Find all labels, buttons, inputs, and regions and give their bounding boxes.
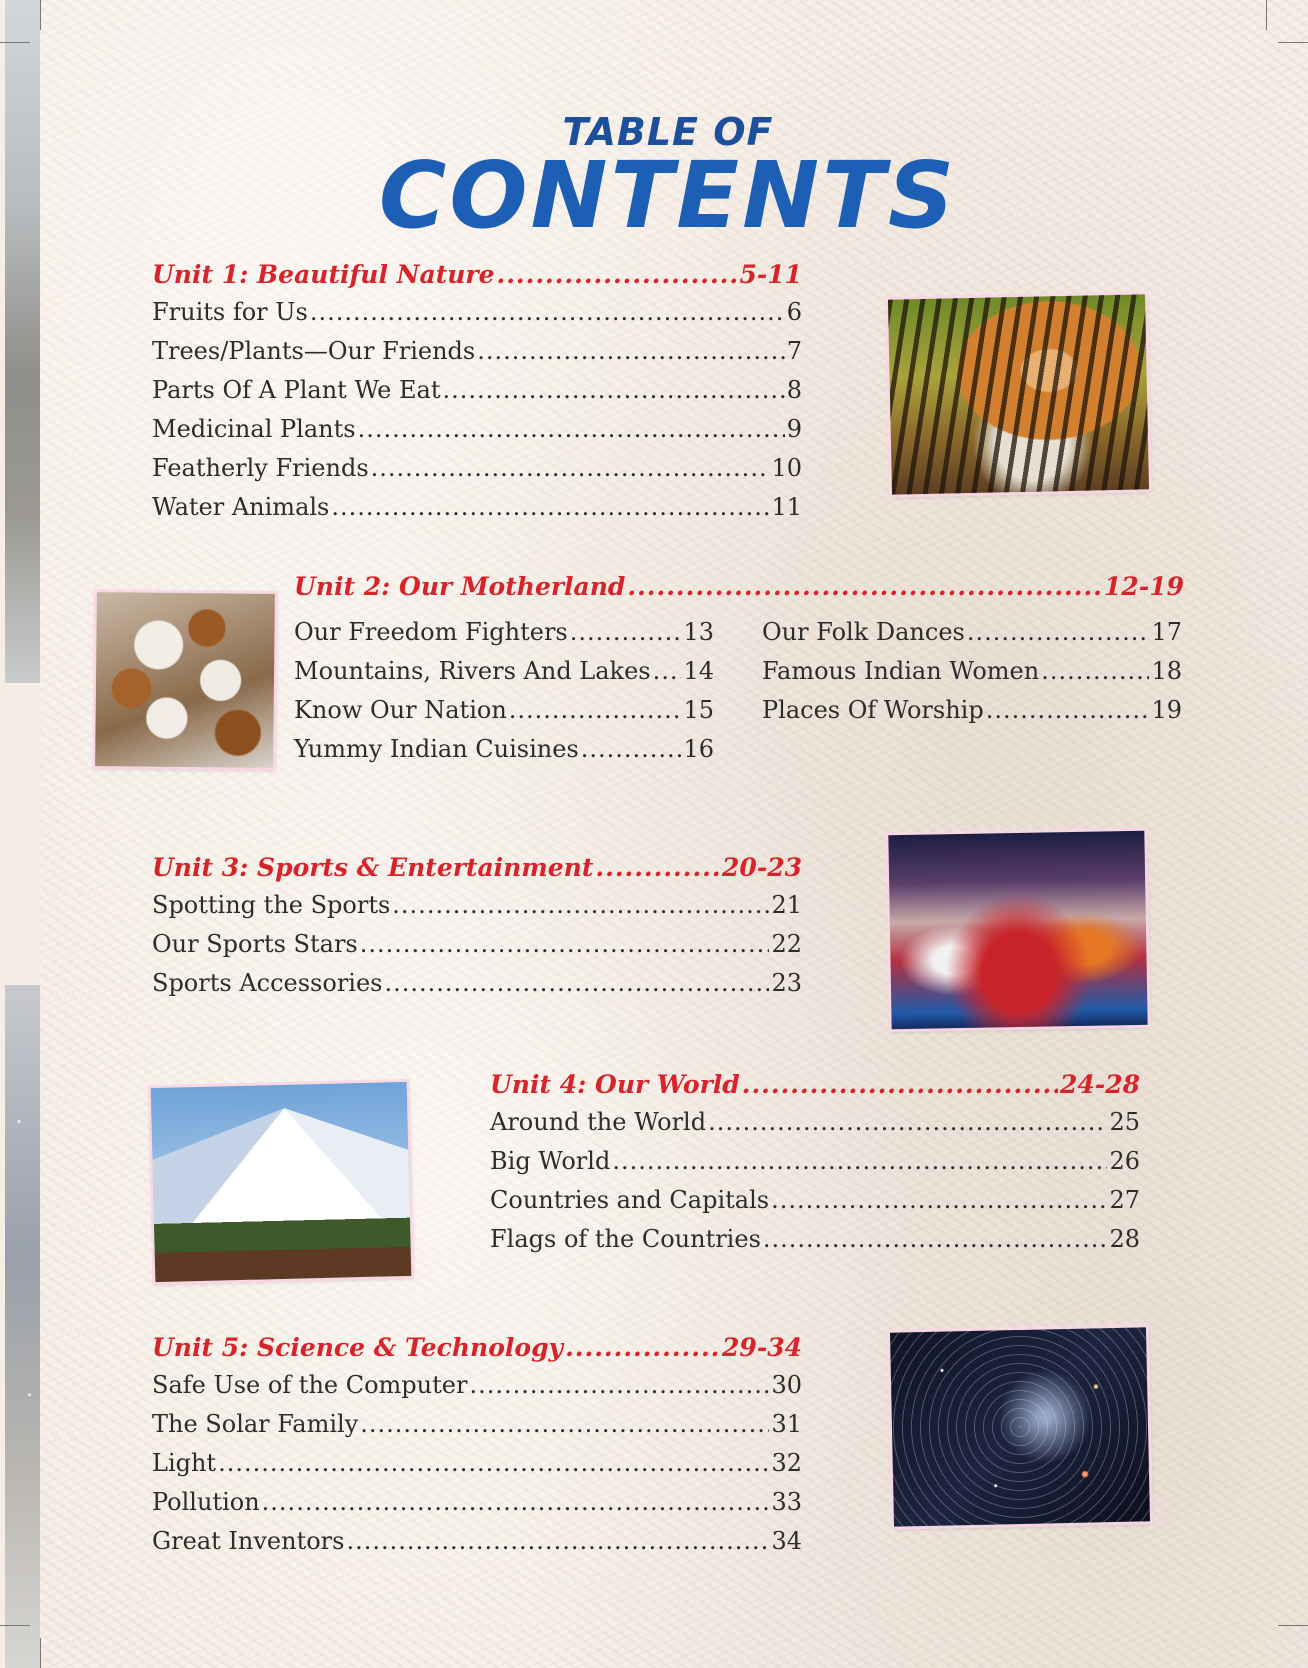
toc-entry[interactable]: Featherly Friends ..... 10 [152,454,802,493]
crop-mark [1266,0,1267,30]
crop-mark [40,0,41,30]
toc-entry[interactable]: Flags of the Countries ..... 28 [490,1225,1140,1264]
sports-team-photo [888,831,1147,1029]
page-title: CONTENTS [378,142,958,249]
toc-entry[interactable]: Mountains, Rivers And Lakes ..... 14 [294,657,714,696]
toc-entry[interactable]: Places Of Worship ..... 19 [762,696,1182,735]
unit-2 [294,572,1184,774]
star-cluster-photo [890,1327,1150,1526]
unit-heading[interactable]: Unit 2: Our Motherland ..... 12-19 [294,572,1184,610]
crop-mark [1278,1625,1308,1626]
toc-entry[interactable]: Famous Indian Women ..... 18 [762,657,1182,696]
page-edge-strip [5,985,40,1668]
crop-mark [1278,42,1308,43]
tiger-photo [888,294,1149,494]
crop-mark [0,1625,30,1626]
toc-entry[interactable]: Safe Use of the Computer ..... 30 [152,1371,802,1410]
mountain-photo [151,1082,412,1282]
toc-entry[interactable]: Water Animals ..... 11 [152,493,802,532]
page-edge-strip [5,0,40,683]
crop-mark [40,1638,41,1668]
toc-entry[interactable]: Medicinal Plants ..... 9 [152,415,802,454]
toc-entry[interactable]: Yummy Indian Cuisines ..... 16 [294,735,714,774]
toc-entry[interactable]: Great Inventors ..... 34 [152,1527,802,1566]
toc-entry[interactable]: Parts Of A Plant We Eat ..... 8 [152,376,802,415]
sweets-photo [95,592,275,768]
toc-entry[interactable]: Countries and Capitals ..... 27 [490,1186,1140,1225]
toc-entry[interactable]: Our Folk Dances ..... 17 [762,618,1182,657]
toc-entry[interactable]: Light ..... 32 [152,1449,802,1488]
toc-entry[interactable]: Our Sports Stars ..... 22 [152,930,802,969]
unit-heading[interactable]: Unit 5: Science & Technology ..... 29-34 [152,1333,802,1371]
toc-entry[interactable]: Know Our Nation ..... 15 [294,696,714,735]
toc-entry[interactable]: Spotting the Sports ..... 21 [152,891,802,930]
toc-entry[interactable]: Sports Accessories ..... 23 [152,969,802,1008]
toc-entry[interactable]: Our Freedom Fighters ..... 13 [294,618,714,657]
unit-5 [152,1333,802,1566]
unit-heading[interactable]: Unit 1: Beautiful Nature ..... 5-11 [152,260,802,298]
unit-heading[interactable]: Unit 3: Sports & Entertainment ..... 20-23 [152,853,802,891]
toc-entry[interactable]: The Solar Family ..... 31 [152,1410,802,1449]
toc-entry[interactable]: Fruits for Us ..... 6 [152,298,802,337]
unit-heading[interactable]: Unit 4: Our World ..... 24-28 [490,1070,1140,1108]
crop-mark [0,42,30,43]
unit-4 [490,1070,1140,1264]
toc-entry[interactable]: Pollution ..... 33 [152,1488,802,1527]
toc-entry[interactable]: Big World ..... 26 [490,1147,1140,1186]
toc-entry[interactable]: Trees/Plants—Our Friends ..... 7 [152,337,802,376]
unit-1 [152,260,802,532]
unit-3 [152,853,802,1008]
title-line-1: TABLE OF [562,110,774,154]
toc-entry[interactable]: Around the World ..... 25 [490,1108,1140,1147]
